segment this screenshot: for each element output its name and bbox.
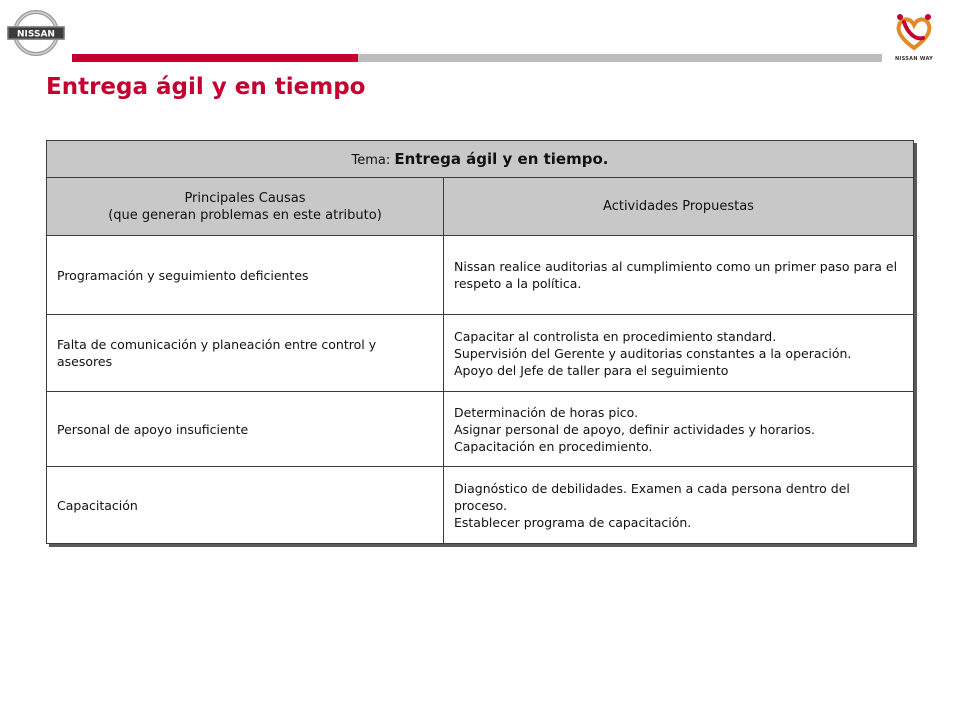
activity-item: Nissan realice auditorias al cumplimiento como un primer paso para el respeto a la política.: [454, 259, 898, 291]
causes-activities-table: [46, 140, 914, 544]
cause-cell: Programación y seguimiento deficientes: [47, 236, 444, 315]
table-row: [47, 236, 914, 315]
activities-cell: [444, 236, 914, 315]
activities-cell: [444, 315, 914, 392]
activities-cell: [444, 392, 914, 467]
nissan-way-label: NISSAN WAY: [894, 56, 934, 62]
activities-cell: [444, 467, 914, 544]
activity-item: Establecer programa de capacitación.: [454, 514, 692, 530]
activity-item: Diagnóstico de debilidades. Examen a cada persona dentro del proceso.: [454, 480, 850, 513]
cause-cell: Falta de comunicación y planeación entre control y asesores: [47, 315, 444, 392]
table-row: [47, 315, 914, 392]
activity-item: Supervisión del Gerente y auditorias constantes a la operación.: [454, 345, 852, 361]
header-grey-bar: [358, 54, 882, 62]
cause-cell: Capacitación: [47, 467, 444, 544]
column-header-causes: [47, 178, 444, 236]
table-row: [47, 467, 914, 544]
topic-value: Entrega ágil y en tiempo.: [394, 150, 609, 168]
column-header-row: [47, 178, 914, 236]
column-header-activities: Actividades Propuestas: [444, 178, 914, 236]
activity-item: Asignar personal de apoyo, definir actividades y horarios.: [454, 421, 815, 437]
topic-cell: [47, 141, 914, 178]
column-header-causes-line2: (que generan problemas en este atributo): [108, 207, 382, 223]
table-row: [47, 392, 914, 467]
nissan-logo: [6, 8, 66, 58]
topic-label: Tema:: [351, 153, 391, 168]
svg-text:NISSAN: NISSAN: [17, 29, 55, 40]
header-accent-bar: [72, 54, 358, 62]
activity-item: Apoyo del Jefe de taller para el seguimiento: [454, 362, 729, 378]
page-title: Entrega ágil y en tiempo: [46, 74, 366, 100]
activity-item: Capacitación en procedimiento.: [454, 438, 653, 454]
nissan-way-logo: [890, 8, 938, 56]
cause-cell: Personal de apoyo insuficiente: [47, 392, 444, 467]
column-header-causes-line1: Principales Causas: [184, 190, 306, 206]
activity-item: Capacitar al controlista en procedimiento standard.: [454, 328, 777, 344]
topic-row: [47, 141, 914, 178]
activity-item: Determinación de horas pico.: [454, 404, 639, 420]
